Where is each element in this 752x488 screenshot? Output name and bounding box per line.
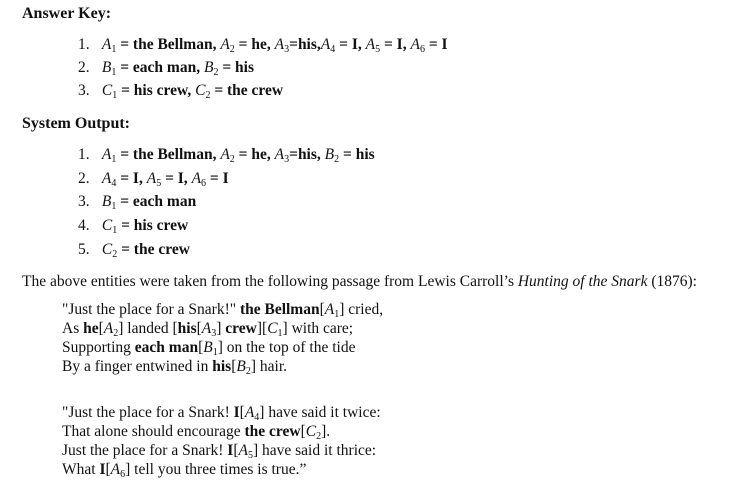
passage-line: What $I[A_6]$ tell you three times is true.” (62, 461, 307, 480)
item-text: $B_1$ = each man, $B_2$ = his (101, 59, 254, 78)
system-output-item-4 (78, 216, 188, 236)
item-number: 2. (78, 59, 90, 76)
system-output-item-5 (78, 240, 190, 260)
passage-line: Supporting each $man[B_1]$ on the top of the tide (62, 339, 356, 358)
answer-key-item-2 (78, 58, 254, 78)
passage-line: That alone should encourage the $crew[C_2]$. (62, 423, 331, 442)
item-text: $C_1$ = his crew (101, 217, 189, 236)
system-output-item-1 (78, 145, 375, 165)
item-number: 2. (78, 170, 90, 187)
passage-line: As $he[A_2]$ landed [$his[A_3]$ $crew][C_1]$ with care; (62, 320, 354, 339)
system-output-heading: System Output: (22, 115, 131, 132)
passage-line: By a finger entwined in $his[B_2]$ hair. (62, 358, 287, 377)
intro-text: The above entities were taken from the following passage from Lewis Carroll’s (22, 273, 514, 290)
passage-line: "Just the place for a Snark!" the $Bellman[A_1]$ cried, (62, 301, 384, 320)
item-number: 1. (78, 146, 90, 163)
intro-sentence (22, 272, 697, 292)
item-number: 3. (78, 193, 90, 210)
item-text: $A_4 = I$, $A_5 = I$, $A_6 = I$ (101, 170, 229, 189)
item-number: 3. (78, 82, 90, 99)
answer-key-item-3 (78, 81, 283, 101)
item-number: 5. (78, 241, 90, 258)
passage-line: Just the place for a Snark! $I[A_5]$ have said it thrice: (62, 442, 377, 461)
item-text: $A_1$ = the Bellman, $A_2$ = he, $A_3=his,A_4 = I$, $A_5 = I$, $A_6 = I$ (101, 36, 448, 55)
publication-year: (1876): (651, 273, 697, 290)
answer-key-heading: Answer Key: (22, 5, 112, 22)
item-number: 4. (78, 217, 90, 234)
system-output-item-2 (78, 169, 229, 189)
book-title: Hunting of the Snark (517, 273, 648, 290)
answer-key-item-1 (78, 35, 448, 55)
passage-line: "Just the place for a Snark! $I[A_4]$ have said it twice: (62, 404, 381, 423)
item-text: $C_2$ = the crew (101, 241, 190, 260)
item-text: $A_1$ = the Bellman, $A_2$ = he, $A_3=his$, $B_2$ = his (101, 146, 375, 165)
item-number: 1. (78, 36, 90, 53)
item-text: $B_1$ = each man (101, 193, 197, 212)
system-output-item-3 (78, 192, 196, 212)
item-text: $C_1$ = his crew, $C_2$ = the crew (101, 82, 284, 101)
